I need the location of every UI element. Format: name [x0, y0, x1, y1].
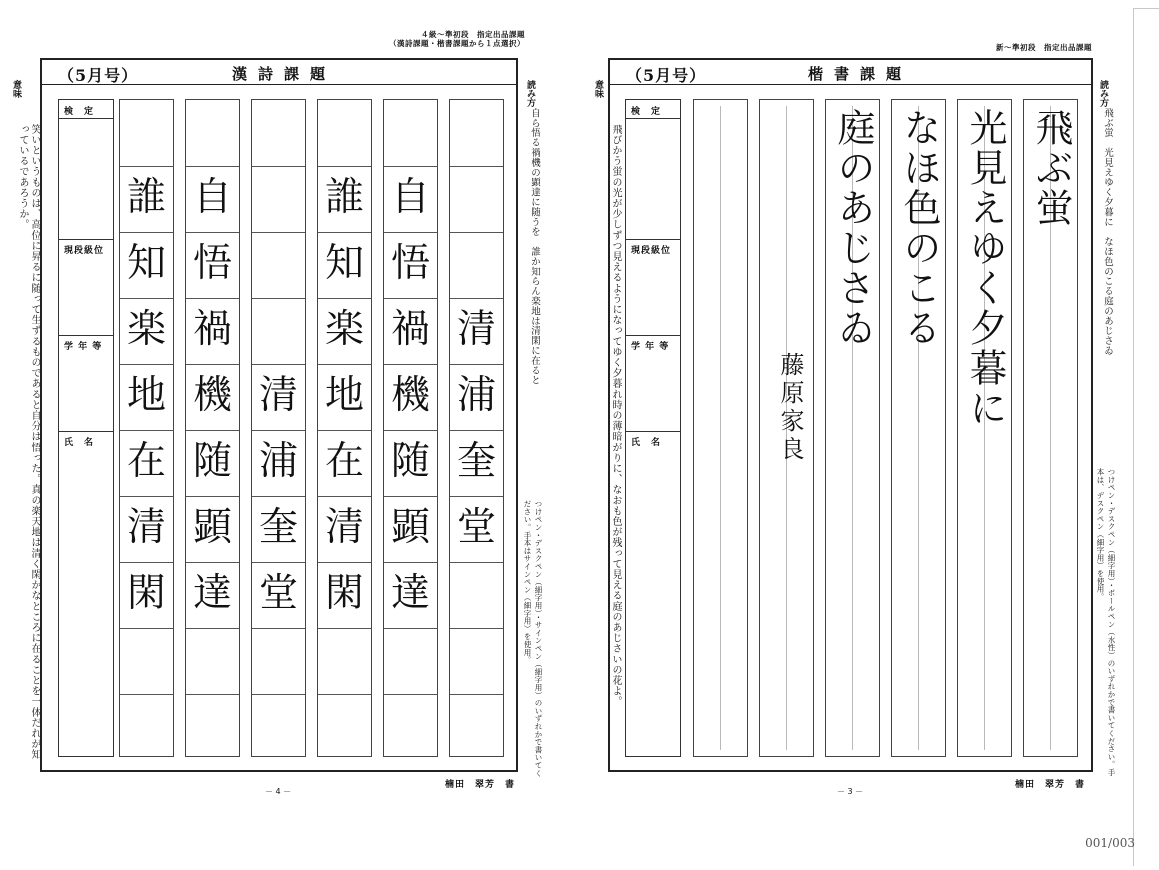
reading-label: 読み方 [525, 80, 535, 107]
grid-line [450, 232, 503, 233]
grid-line [384, 694, 437, 695]
practice-sheet-frame [40, 58, 518, 772]
model-character: 浦 [258, 439, 298, 484]
model-character: 知 [324, 241, 364, 286]
practice-slab-1 [693, 99, 748, 757]
model-character: 誰 [324, 175, 364, 220]
info-panel [58, 99, 114, 757]
corner-note: 新〜準初段 指定出品課題 [996, 43, 1092, 52]
grid-line [186, 694, 239, 695]
grid-line [450, 562, 503, 563]
grid-line [252, 232, 305, 233]
model-character: 清 [258, 373, 298, 418]
grid-line [384, 628, 437, 629]
page-number: － 4 － [265, 787, 292, 796]
model-character: 知 [126, 241, 166, 286]
grid-line [252, 298, 305, 299]
model-slab-3 [891, 99, 946, 757]
model-line-4: 庭のあじさゐ [831, 108, 875, 348]
model-character: 清 [126, 505, 166, 550]
grid-line [252, 694, 305, 695]
model-character: 楽 [126, 307, 166, 352]
model-character: 堂 [258, 571, 298, 616]
info-label-school-year: 学 年 等 [64, 342, 103, 352]
model-character: 随 [390, 439, 430, 484]
grid-line [318, 694, 371, 695]
practice-sheet-frame [608, 58, 1093, 772]
model-character: 自 [390, 175, 430, 220]
info-label-grade: 現段級位 [64, 246, 105, 256]
reading-text: 自ら悟る禍機の顕達に随うを 誰か知らん楽地は清閑に在ると [529, 108, 540, 386]
model-character: 機 [192, 373, 232, 418]
model-character: 悟 [192, 241, 232, 286]
page-counter: 001/003 [1085, 836, 1135, 850]
model-character: 閑 [126, 571, 166, 616]
info-label-kentei: 検 定 [631, 107, 662, 117]
poet-name: 藤原家良 [776, 352, 804, 464]
model-character: 顕 [192, 505, 232, 550]
info-label-name: 氏 名 [631, 438, 662, 448]
practice-slab-2 [759, 99, 814, 757]
model-character: 堂 [456, 505, 496, 550]
reading-text: 飛ぶ蛍 光見えゆく夕暮に なほ色のこる庭のあじさゐ [1102, 108, 1113, 356]
info-divider [626, 431, 680, 432]
model-character: 奎 [258, 505, 298, 550]
model-character: 悟 [390, 241, 430, 286]
meaning-label: 意味 [593, 80, 603, 98]
reading-label: 読み方 [1098, 80, 1108, 107]
model-character: 清 [324, 505, 364, 550]
grid-line [120, 628, 173, 629]
meaning-label: 意味 [11, 80, 21, 98]
month-label: （5月号） [626, 66, 707, 85]
info-label-kentei: 検 定 [64, 107, 95, 117]
page-3-kaisho [575, 0, 1130, 830]
model-character: 達 [192, 571, 232, 616]
model-line-1: 飛ぶ蛍 [1029, 108, 1073, 228]
grid-line [318, 628, 371, 629]
model-character: 禍 [192, 307, 232, 352]
info-divider [59, 335, 113, 336]
page-number: － 3 － [837, 787, 864, 796]
corner-note-line2: （漢詩課題・楷書課題から１点選択） [389, 39, 525, 48]
grid-line [450, 628, 503, 629]
page-4-kanshi [0, 0, 560, 830]
writing-column [383, 99, 438, 757]
corner-note [340, 30, 525, 48]
model-character: 達 [390, 571, 430, 616]
model-character: 地 [126, 373, 166, 418]
grid-line [252, 166, 305, 167]
guide-line [720, 106, 721, 750]
info-divider [626, 118, 680, 119]
info-divider [59, 118, 113, 119]
subject-title: 漢詩課題 [232, 65, 337, 83]
instruction-text: つけペン・デスクペン（細字用）・サインペン（細字用）のいずれかで書いてください。手本はサインペン（細字用）を使用。 [523, 500, 543, 778]
subject-title: 楷書課題 [808, 65, 913, 83]
model-character: 在 [126, 439, 166, 484]
meaning-text: 笑いというものは、高位に昇るに随って生ずるものであると自分は悟った。真の楽天地は清く閑かなところに在ることを一体だれが知っているであろうか。 [17, 124, 40, 760]
model-character: 機 [390, 373, 430, 418]
model-character: 自 [192, 175, 232, 220]
writing-column [317, 99, 372, 757]
info-panel [625, 99, 681, 757]
info-label-grade: 現段級位 [631, 246, 672, 256]
info-label-name: 氏 名 [64, 438, 95, 448]
writing-column [449, 99, 504, 757]
model-character: 顕 [390, 505, 430, 550]
model-line-2: 光見えゆく夕暮に [963, 108, 1007, 428]
writing-column [185, 99, 240, 757]
model-slab-1 [1023, 99, 1078, 757]
model-character: 楽 [324, 307, 364, 352]
grid-line [450, 166, 503, 167]
model-character: 閑 [324, 571, 364, 616]
author-credit: 楠田 翠芳 書 [1015, 780, 1086, 790]
model-character: 随 [192, 439, 232, 484]
model-character: 地 [324, 373, 364, 418]
grid-line [186, 628, 239, 629]
corner-note-line1: ４級〜準初段 指定出品課題 [421, 30, 525, 39]
model-character: 清 [456, 307, 496, 352]
grid-line [450, 694, 503, 695]
writing-column [119, 99, 174, 757]
model-character: 誰 [126, 175, 166, 220]
info-label-school-year: 学 年 等 [631, 342, 670, 352]
model-character: 浦 [456, 373, 496, 418]
month-label: （5月号） [58, 66, 139, 85]
model-character: 在 [324, 439, 364, 484]
title-bar [610, 60, 1091, 85]
model-character: 奎 [456, 439, 496, 484]
info-divider [626, 239, 680, 240]
model-character: 禍 [390, 307, 430, 352]
info-divider [59, 431, 113, 432]
instruction-text: つけペン・デスクペン（細字用）・ボールペン（水性）のいずれかで書いてください。手本は、デスクペン（細字用）を使用。 [1096, 468, 1116, 777]
viewer-border [1133, 8, 1159, 9]
grid-line [252, 628, 305, 629]
model-line-3: なほ色のこる [897, 108, 941, 348]
grid-line [120, 694, 173, 695]
viewer-border [1133, 8, 1134, 866]
info-divider [626, 335, 680, 336]
model-slab-4 [825, 99, 880, 757]
info-divider [59, 239, 113, 240]
title-bar [42, 60, 516, 85]
writing-column [251, 99, 306, 757]
meaning-text: 飛びかう蛍の光が少しずつ見えるようになってゆく夕暮れ時の薄暗がりに、なおも色が残って見える庭のあじさいの花よ。 [610, 124, 621, 707]
model-slab-2 [957, 99, 1012, 757]
author-credit: 楠田 翠芳 書 [445, 780, 516, 790]
